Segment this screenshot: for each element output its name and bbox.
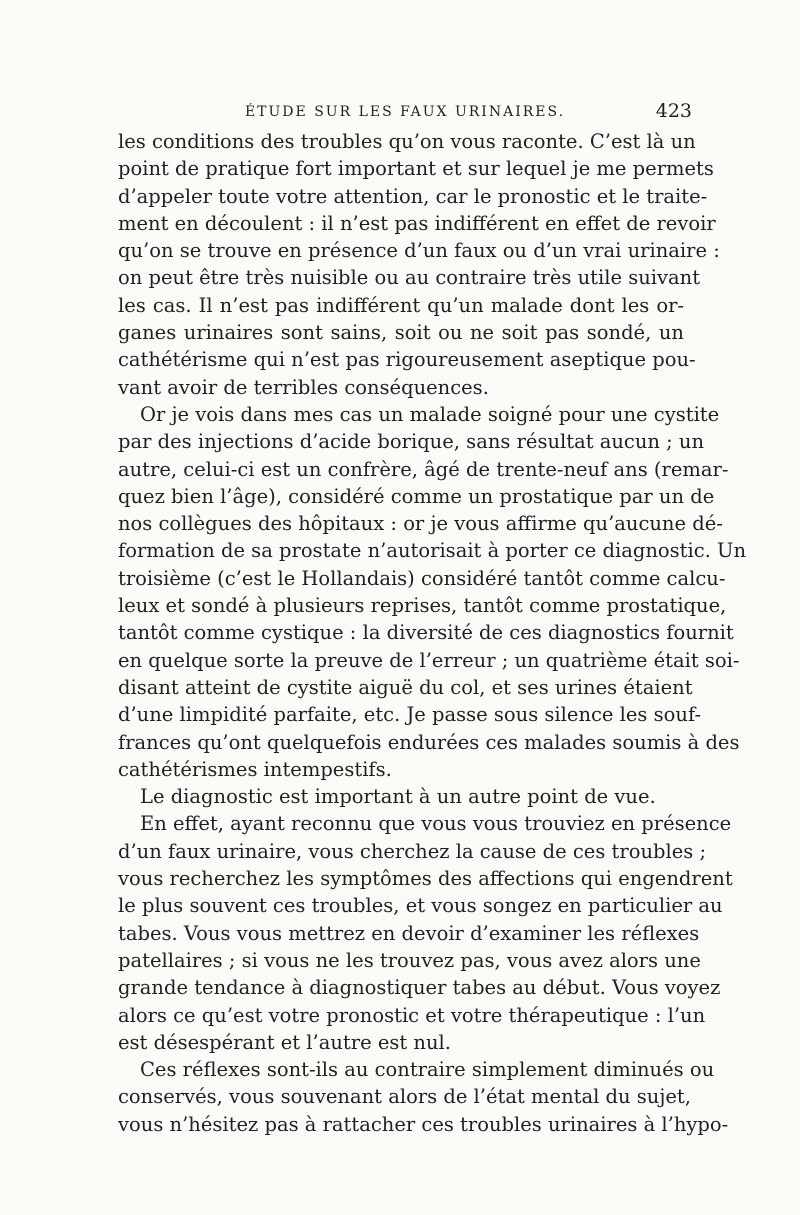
text-line: tabes. Vous vous mettrez en devoir d’examiner les réflexes	[118, 921, 700, 945]
text-line: grande tendance à diagnostiquer tabes au début. Vous voyez	[118, 976, 721, 1000]
text-line: ment en découlent : il n’est pas indifférent en effet de revoir	[118, 211, 716, 235]
text-line: alors ce qu’est votre pronostic et votre thérapeutique : l’un	[118, 1003, 706, 1027]
text-line: troisième (c’est le Hollandais) considéré tantôt comme calcu-	[118, 566, 726, 590]
text-line: d’une limpidité parfaite, etc. Je passe sous silence les souf-	[118, 703, 702, 727]
text-line: on peut être très nuisible ou au contraire très utile suivant	[118, 266, 701, 290]
text-line: Or je vois dans mes cas un malade soigné pour une cystite	[140, 402, 720, 426]
text-line: autre, celui-ci est un confrère, âgé de trente-neuf ans (remar-	[118, 457, 729, 481]
text-line: frances qu’ont quelquefois endurées ces malades soumis à des	[118, 730, 740, 754]
text-line: cathétérisme qui n’est pas rigoureusement aseptique pou-	[118, 348, 696, 372]
text-line: conservés, vous souvenant alors de l’état mental du sujet,	[118, 1085, 691, 1109]
text-line: nos collègues des hôpitaux : or je vous affirme qu’aucune dé-	[118, 512, 723, 536]
text-line: En effet, ayant reconnu que vous vous trouviez en présence	[140, 812, 732, 836]
text-line: d’un faux urinaire, vous cherchez la cause de ces troubles ;	[118, 839, 707, 863]
text-line: les cas. Il n’est pas indifférent qu’un malade dont les or-	[118, 293, 684, 317]
text-line: patellaires ; si vous ne les trouvez pas, vous avez alors une	[118, 948, 701, 972]
text-line: cathétérismes intempestifs.	[118, 757, 392, 781]
text-line: qu’on se trouve en présence d’un faux ou d’un vrai urinaire :	[118, 239, 720, 263]
running-title: ÉTUDE SUR LES FAUX URINAIRES.	[244, 104, 566, 120]
text-line: par des injections d’acide borique, sans résultat aucun ; un	[118, 430, 705, 454]
text-line: quez bien l’âge), considéré comme un prostatique par un de	[118, 484, 715, 508]
text-line: disant atteint de cystite aiguë du col, et ses urines étaient	[118, 675, 693, 699]
text-line: Le diagnostic est important à un autre point de vue.	[140, 785, 656, 809]
text-line: est désespérant et l’autre est nul.	[118, 1030, 451, 1054]
text-line: vous recherchez les symptômes des affections qui engendrent	[118, 867, 733, 891]
text-line: en quelque sorte la preuve de l’erreur ; un quatrième était soi-	[118, 648, 740, 672]
text-line: vous n’hésitez pas à rattacher ces troubles urinaires à l’hypo-	[118, 1112, 729, 1136]
text-line: formation de sa prostate n’autorisait à porter ce diagnostic. Un	[118, 539, 747, 563]
paragraph	[118, 1056, 729, 1138]
paragraph	[118, 401, 747, 783]
body-text	[118, 128, 747, 1138]
text-line: vant avoir de terribles conséquences.	[118, 375, 489, 399]
text-line: les conditions des troubles qu’on vous raconte. C’est là un	[118, 130, 696, 153]
text-line: Ces réflexes sont-ils au contraire simplement diminués ou	[140, 1058, 715, 1082]
paragraph	[118, 128, 720, 401]
text-line: leux et sondé à plusieurs reprises, tantôt comme prostatique,	[118, 594, 727, 618]
text-line: point de pratique fort important et sur lequel je me permets	[118, 157, 714, 181]
text-line: d’appeler toute votre attention, car le pronostic et le traite-	[118, 184, 708, 208]
text-line: ganes urinaires sont sains, soit ou ne soit pas sondé, un	[118, 321, 684, 345]
text-line: le plus souvent ces troubles, et vous songez en particulier au	[118, 894, 723, 918]
page-header	[118, 96, 692, 126]
paragraph	[118, 810, 733, 1056]
page-number: 423	[655, 100, 692, 122]
text-line: tantôt comme cystique : la diversité de ces diagnostics fournit	[118, 621, 734, 645]
paragraph	[118, 783, 684, 810]
